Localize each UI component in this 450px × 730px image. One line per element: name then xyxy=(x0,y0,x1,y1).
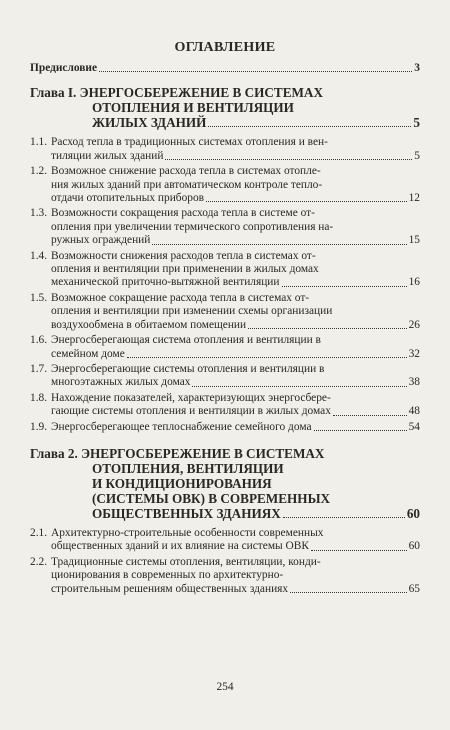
entry-text: строительным решениям общественных зданиях xyxy=(51,582,289,595)
entry-text: опления при увеличении термического сопротивления на- xyxy=(51,220,334,233)
entry-text: Энергосберегающее теплоснабжение семейного дома xyxy=(51,420,312,433)
entry-number: 1.4. xyxy=(30,249,48,262)
entry-number: 2.1. xyxy=(30,526,48,539)
entry-text: воздухообмена в обитаемом помещении xyxy=(51,318,247,331)
entry-text: Возможности сокращения расхода тепла в системе от- xyxy=(51,207,315,220)
entry-page: 16 xyxy=(408,276,420,289)
entry-text: Архитектурно-строительные особенности современных xyxy=(51,526,324,539)
chapter-2-line: (СИСТЕМЫ ОВК) В СОВРЕМЕННЫХ xyxy=(92,490,331,506)
entry-number: 1.8. xyxy=(30,391,48,404)
entry-text: Возможное сокращение расхода тепла в системах от- xyxy=(51,291,310,304)
dot-leader xyxy=(152,244,406,245)
dot-leader xyxy=(283,517,405,518)
dot-leader xyxy=(314,430,407,431)
preface-page: 3 xyxy=(414,62,420,74)
toc-entry xyxy=(30,165,420,205)
chapter-2-line: ОТОПЛЕНИЯ, ВЕНТИЛЯЦИИ xyxy=(92,460,284,476)
dot-leader xyxy=(127,357,407,358)
chapter-1-last-line xyxy=(30,115,420,130)
toc-entry xyxy=(30,136,420,163)
chapter-2-last-line xyxy=(30,506,420,521)
entry-text: опления и вентиляции при изменении схемы организации xyxy=(51,305,333,318)
entry-page: 26 xyxy=(408,318,420,331)
chapter-2-line: ОБЩЕСТВЕННЫХ ЗДАНИЯХ xyxy=(92,505,281,521)
toc-entry xyxy=(30,392,420,419)
entry-page: 65 xyxy=(408,582,420,595)
entry-number: 1.2. xyxy=(30,165,48,178)
entry-number: 2.2. xyxy=(30,555,48,568)
entry-page: 54 xyxy=(408,420,420,433)
toc-title: ОГЛАВЛЕНИЕ xyxy=(174,40,276,55)
entry-text: гающие системы отопления и вентиляции в жилых домах xyxy=(51,405,331,418)
entry-text: ружных ограждений xyxy=(51,234,151,247)
toc-entry xyxy=(30,421,420,434)
toc-entry xyxy=(30,250,420,290)
dot-leader xyxy=(206,201,407,202)
dot-leader xyxy=(290,592,407,593)
entry-text: общественных зданий и их влияние на системы ОВК xyxy=(51,540,309,553)
entry-page: 5 xyxy=(414,149,420,162)
chapter-1-heading xyxy=(30,85,420,130)
dot-leader xyxy=(99,71,412,72)
chapter-2-line: Глава 2. ЭНЕРГОСБЕРЕЖЕНИЕ В СИСТЕМАХ xyxy=(30,445,325,461)
toc-entry xyxy=(30,556,420,596)
entry-number: 1.6. xyxy=(30,334,48,347)
toc-entry xyxy=(30,334,420,361)
entry-text: отдачи отопительных приборов xyxy=(51,192,205,205)
entry-text: Возможное снижение расхода тепла в системах отопле- xyxy=(51,165,321,178)
dot-leader xyxy=(282,286,407,287)
entry-text: ционирования в современных по архитектурно- xyxy=(51,569,284,582)
dot-leader xyxy=(333,415,407,416)
entry-page: 12 xyxy=(408,192,420,205)
dot-leader xyxy=(248,328,406,329)
entry-text: ния жилых зданий при автоматическом контроле тепло- xyxy=(51,178,323,191)
chapter-1-line: ЖИЛЫХ ЗДАНИЙ xyxy=(92,115,207,131)
dot-leader xyxy=(208,126,411,127)
entry-page: 38 xyxy=(408,376,420,389)
entry-page: 32 xyxy=(408,347,420,360)
chapter-2-heading xyxy=(30,446,420,521)
entry-text: многоэтажных жилых домах xyxy=(51,376,191,389)
dot-leader xyxy=(192,386,406,387)
toc-entry xyxy=(30,527,420,554)
dot-leader xyxy=(311,550,407,551)
entry-number: 1.7. xyxy=(30,362,48,375)
entry-page: 48 xyxy=(408,405,420,418)
entry-text: Возможности снижения расходов тепла в системах от- xyxy=(51,249,316,262)
entry-page: 60 xyxy=(408,540,420,553)
entry-text: Энергосберегающая система отопления и вентиляции в xyxy=(51,334,321,347)
entry-number: 1.9. xyxy=(30,420,48,433)
entry-text: семейном доме xyxy=(51,347,125,360)
chapter-1-line: Глава I. ЭНЕРГОСБЕРЕЖЕНИЕ В СИСТЕМАХ xyxy=(30,85,323,101)
toc-entry xyxy=(30,363,420,390)
toc-page xyxy=(30,32,420,598)
toc-entry xyxy=(30,292,420,332)
dot-leader xyxy=(165,159,412,160)
chapter-2-page: 60 xyxy=(406,505,420,521)
chapter-1-page: 5 xyxy=(413,115,420,131)
toc-entry xyxy=(30,207,420,247)
entry-text: тиляции жилых зданий xyxy=(51,149,164,162)
entry-text: Традиционные системы отопления, вентиляции, конди- xyxy=(51,555,321,568)
page-number: 254 xyxy=(216,681,234,693)
entry-text: Нахождение показателей, характеризующих энергосбере- xyxy=(51,391,331,404)
entry-text: Расход тепла в традиционных системах отопления и вен- xyxy=(51,136,328,149)
entry-number: 1.3. xyxy=(30,207,48,220)
entry-number: 1.5. xyxy=(30,291,48,304)
entry-page: 15 xyxy=(408,234,420,247)
entry-text: механической приточно-вытяжной вентиляции xyxy=(51,276,280,289)
entry-text: опления и вентиляции при применении в жилых домах xyxy=(51,263,319,276)
preface-label: Предисловие xyxy=(30,62,98,74)
preface-entry xyxy=(30,62,420,75)
chapter-2-line: И КОНДИЦИОНИРОВАНИЯ xyxy=(92,475,272,491)
entry-text: Энергосберегающие системы отопления и вентиляции в xyxy=(51,362,325,375)
entry-number: 1.1. xyxy=(30,136,48,149)
chapter-1-line: ОТОПЛЕНИЯ И ВЕНТИЛЯЦИИ xyxy=(92,100,294,116)
